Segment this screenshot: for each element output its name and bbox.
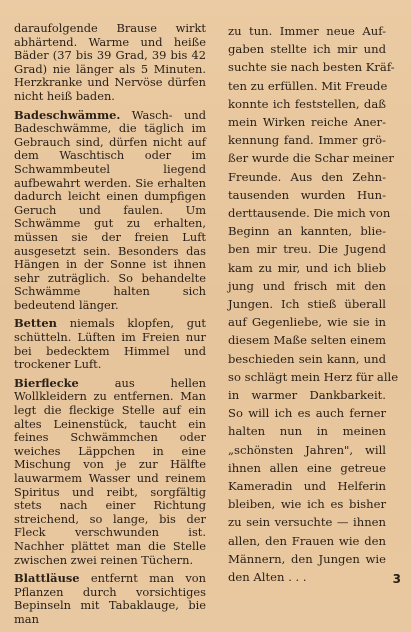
text-line: halten nun in meinen — [228, 424, 386, 439]
entry-betten — [14, 317, 206, 371]
text-line: konnte ich feststellen, daß — [228, 96, 386, 111]
text-line: beschieden sein kann, und — [228, 351, 386, 366]
entry-badeschwaemme — [14, 109, 206, 313]
text-line: suchte sie nach besten Kräf- — [228, 60, 395, 75]
text-line: Männern, den Jungen wie — [228, 551, 386, 566]
text-line: zu sein versuchte — ihnen — [228, 515, 386, 530]
right-column — [228, 22, 399, 586]
text-line: mein Wirken reiche Aner- — [228, 115, 386, 130]
text-line: ihnen allen eine getreue — [228, 460, 386, 475]
text-line: Jungen. Ich stieß überall — [228, 297, 386, 312]
text-line: So will ich es auch ferner — [228, 406, 386, 421]
entry-text: entfernt man von Pflanzen durch vorsichtiges Bepinseln mit Tabaklauge, bie man — [14, 571, 206, 626]
text-line: kennung fand. Immer grö- — [228, 133, 386, 148]
text-line: kam zu mir, und ich blieb — [228, 260, 386, 275]
entry-term: Bierflecke — [14, 375, 79, 390]
text-line: Beginn an kannten, blie- — [228, 224, 386, 239]
entry-text: niemals klopfen, gut schütteln. Lüften im Freien nur bei bedecktem Himmel und trockener Luft. — [14, 316, 206, 372]
text-line: so schlägt mein Herz für alle — [228, 369, 399, 384]
entry-term: Badeschwämme. — [14, 107, 121, 122]
text-line: ten zu erfüllen. Mit Freude — [228, 78, 388, 93]
text-line: derttausende. Die mich von — [228, 206, 391, 221]
text-line: jung und frisch mit den — [228, 278, 386, 293]
text-line: allen, den Frauen wie den — [228, 533, 386, 548]
text-line: in warmer Dankbarkeit. — [228, 388, 386, 403]
entry-bierflecke — [14, 377, 206, 567]
text-line: „schönsten Jahren", will — [228, 442, 386, 457]
text-line: Kameradin und Helferin — [228, 479, 386, 494]
text-line: ben mir treu. Die Jugend — [228, 242, 386, 257]
text-line: Freunde. Aus den Zehn- — [228, 169, 386, 184]
text-line: gaben stellte ich mir und — [228, 42, 386, 57]
entry-term: Blattläuse — [14, 571, 80, 586]
text-line: ßer wurde die Schar meiner — [228, 151, 394, 166]
text-line: auf Gegenliebe, wie sie in — [228, 315, 386, 330]
page-number: 3 — [392, 572, 401, 586]
text-line: zu tun. Immer neue Auf- — [228, 24, 386, 38]
entry-text: aus hellen Wollkleidern zu entfernen. Man legt die fleckige Stelle auf ein altes Leinenstück, taucht ein feines Schwämmchen oder weiches Läppchen in eine Mischung von je zur Hälfte lauwarmem Wasser und reinem Spiritus und reibt, sorgfältig stets nach einer Richtung streichend, so lange, bis der Fleck verschwunden ist. Nachher plättet man die Stelle zwischen zwei reinen Tüchern. — [14, 375, 206, 567]
left-column — [14, 22, 206, 632]
text-line: den Alten . . . — [228, 570, 307, 585]
entry-blattlaeuse — [14, 572, 206, 626]
intro-paragraph: daraufolgende Brause wirkt abhärtend. Warme und heiße Bäder (37 bis 39 Grad, 39 bis 42 Grad) nie länger als 5 Minuten. Herzkranke und Nervöse dürfen nicht heiß baden. — [14, 21, 206, 103]
entry-text: Wasch- und Badeschwämme, die täglich im Gebrauch sind, dürfen nicht auf dem Waschtisch oder im Schwammbeutel liegend aufbewahrt werden. Sie erhalten dadurch leicht einen dumpfigen Geruch und faulen. Um Schwämme gut zu erhalten, müssen sie der freien Luft ausgesetzt sein. Besonders das Hängen in der Sonne ist ihnen sehr zuträglich. So behandelte Schwämme halten sich bedeutend länger. — [14, 107, 206, 312]
text-line: bleiben, wie ich es bisher — [228, 497, 386, 512]
entry-term: Betten — [14, 316, 57, 331]
text-line: tausenden wurden Hun- — [228, 187, 386, 202]
text-line: diesem Maße selten einem — [228, 333, 386, 348]
